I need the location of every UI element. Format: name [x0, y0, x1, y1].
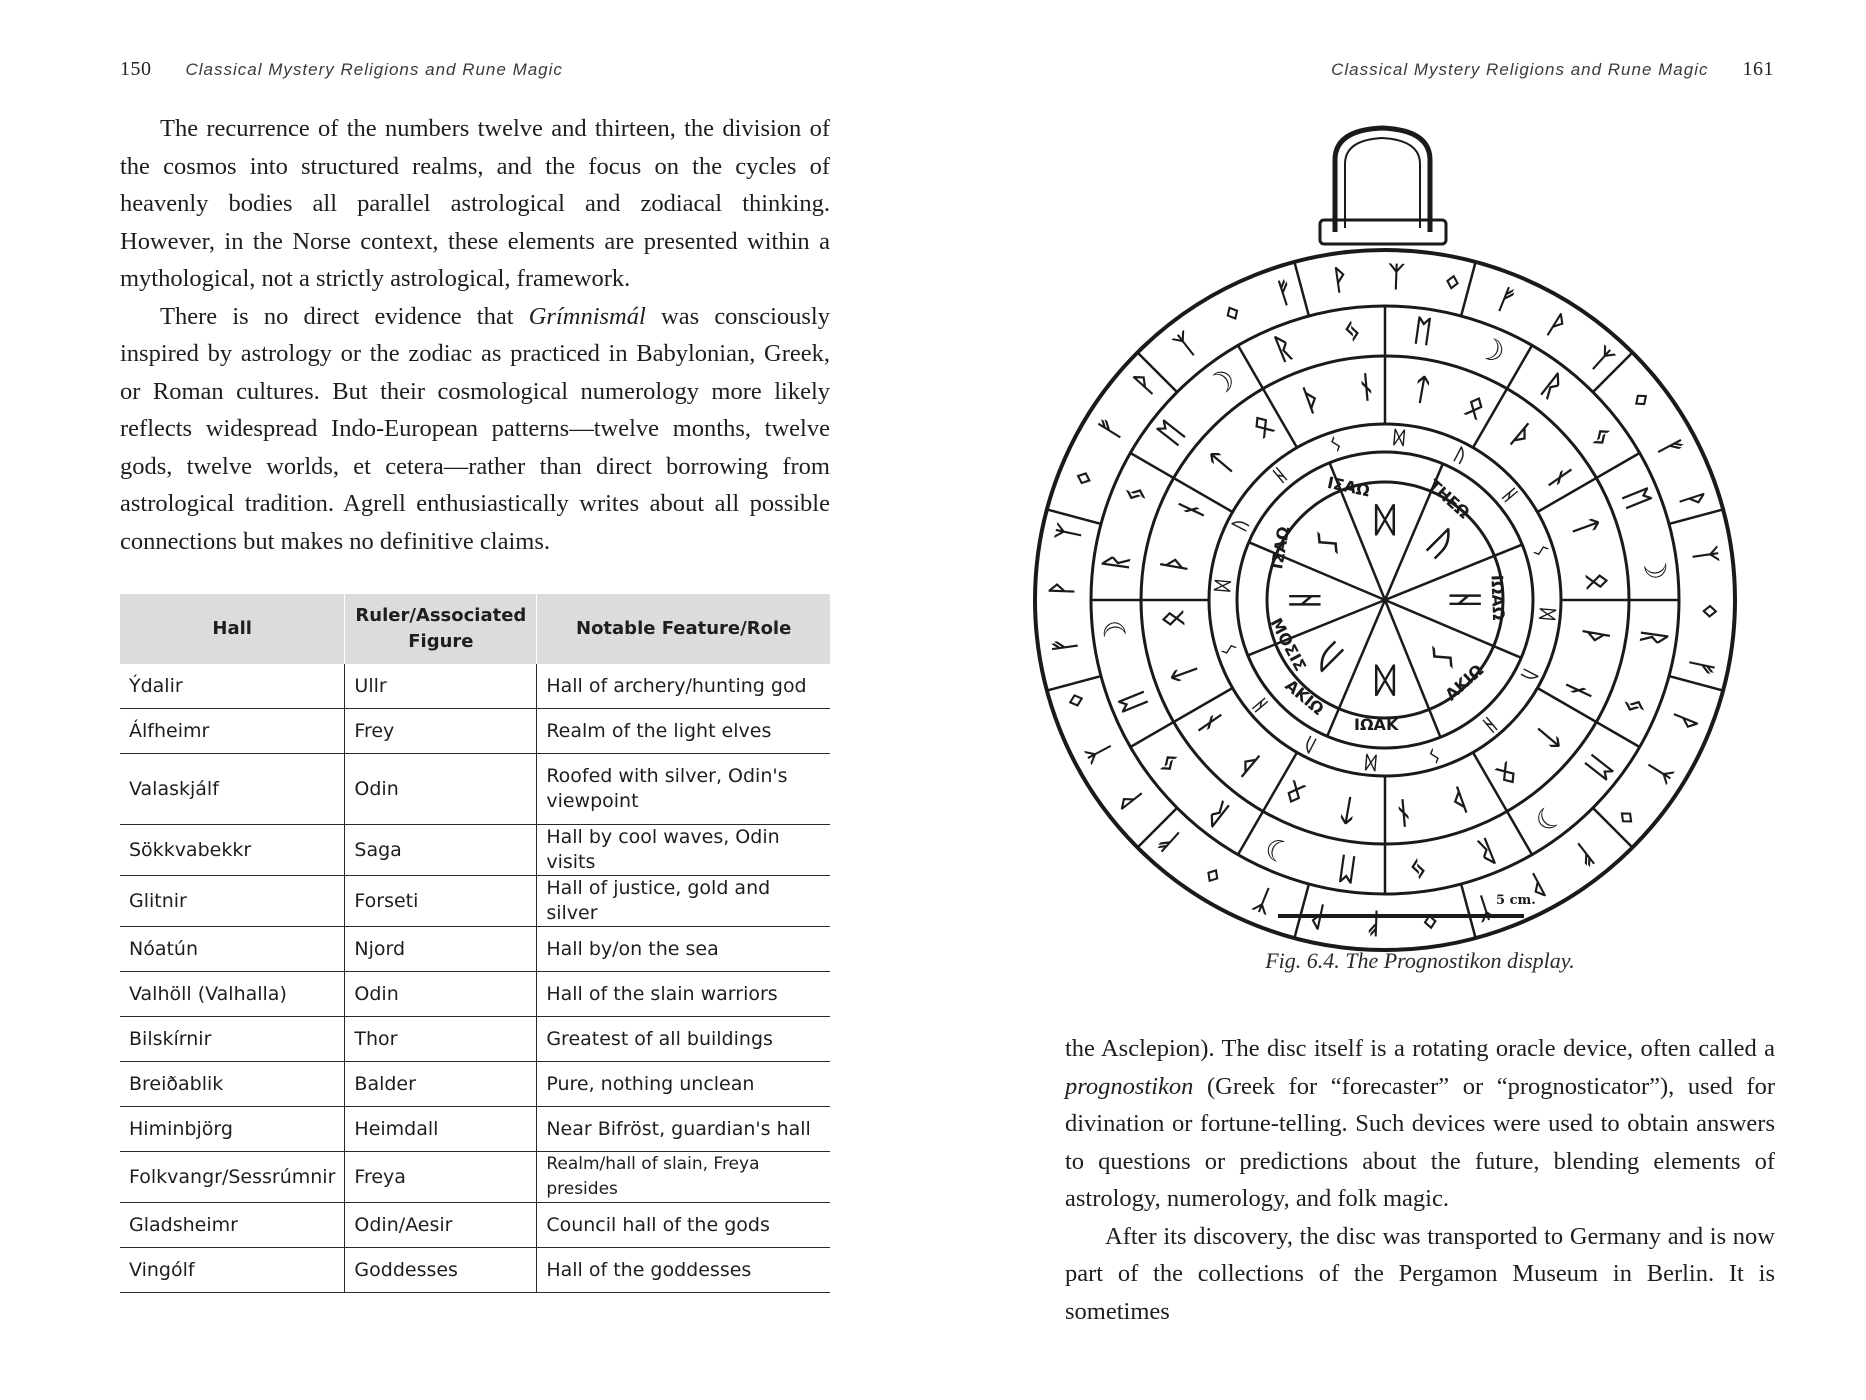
- rune-glyph: ᛖ: [1411, 313, 1435, 351]
- feature-cell: Hall of the goddesses: [537, 1248, 830, 1293]
- rune-glyph: ᛉ: [1050, 521, 1087, 545]
- rune-glyph: ᚢ: [1419, 522, 1463, 566]
- rune-glyph: ☽: [1471, 329, 1511, 372]
- rune-glyph: ᛊ: [1419, 634, 1463, 678]
- rune-glyph: ᛏ: [1528, 718, 1568, 756]
- rune-glyph: ᛏ: [1565, 512, 1605, 542]
- prognostikon-term: prognostikon: [1065, 1072, 1194, 1100]
- rune-glyph: ᚺ: [1444, 589, 1485, 611]
- rune-glyph: ᚦ: [1443, 780, 1473, 820]
- table-row: [120, 1017, 830, 1062]
- hall-cell: Sökkvabekkr: [120, 825, 345, 876]
- rune-glyph: ᚢ: [1300, 732, 1320, 756]
- rune-glyph: ᚾ: [1539, 460, 1579, 496]
- ruler-cell: Odin/Aesir: [345, 1203, 537, 1248]
- feature-cell: Hall of the slain warriors: [537, 972, 830, 1017]
- hall-cell: Vingólf: [120, 1248, 345, 1293]
- rune-glyph: ᛟ: [1489, 754, 1525, 794]
- rune-glyph: ᛏ: [1202, 444, 1242, 482]
- rune-glyph: ᚠ: [1683, 655, 1720, 679]
- rune-glyph: ᚹ: [1329, 262, 1351, 298]
- feature-cell: Realm of the light elves: [537, 709, 830, 754]
- sector-divider: [1669, 509, 1723, 523]
- left-page-number: 150: [120, 58, 152, 80]
- hall-cell: Álfheimr: [120, 709, 345, 754]
- table-row: [120, 754, 830, 825]
- rune-glyph: ☽: [1526, 794, 1570, 839]
- rune-glyph: ᛉ: [1687, 544, 1723, 566]
- right-paragraph-1-part-2: (Greek for “forecaster” or “prognosticator”), used for divination or fortune-telling. Such devices were used to obtain answers to questions or predictions about the future, blending elements of astrology, numerology, and folk magic.: [1065, 1072, 1775, 1212]
- rune-glyph: ᚾ: [1172, 494, 1212, 526]
- rune-glyph: ᛜ: [1607, 799, 1644, 834]
- ruler-cell: Balder: [345, 1062, 537, 1107]
- rune-glyph: ᚹ: [1306, 898, 1330, 935]
- rune-glyph: ᛉ: [1640, 755, 1678, 788]
- inner-label: ΤΗΕΩ: [1424, 475, 1474, 523]
- rune-glyph: ᚦ: [1156, 551, 1195, 575]
- inner-label: ΙΣΑΩ: [1325, 472, 1372, 501]
- rune-glyph: ᚦ: [1229, 743, 1267, 783]
- rune-glyph: ᛟ: [1154, 608, 1192, 630]
- sector-spokes: [1044, 259, 1723, 938]
- table-row: [120, 1107, 830, 1152]
- hall-cell: Nóatún: [120, 927, 345, 972]
- rune-glyph: ᛃ: [1614, 690, 1655, 722]
- inner-label: ΙΩΑΚ: [1354, 715, 1399, 734]
- rune-glyph: ᚦ: [1575, 625, 1614, 649]
- rune-glyph: ᛜ: [1621, 384, 1659, 418]
- rune-glyph: ᛜ: [1197, 855, 1230, 893]
- rune-glyph: ᛜ: [1440, 265, 1464, 302]
- feature-cell: Roofed with silver, Odin's viewpoint: [537, 754, 830, 825]
- rune-glyph: ᛖ: [1152, 415, 1191, 452]
- rune-glyph: ᛞ: [1535, 607, 1558, 621]
- inner-label: ΑΚΙΩ: [1281, 675, 1328, 719]
- prognostikon-figure: [1044, 120, 1762, 950]
- rune-glyph: ᛉ: [1169, 326, 1203, 364]
- ruler-cell: Odin: [345, 972, 537, 1017]
- rune-glyph: ᛃ: [1149, 745, 1188, 781]
- rune-glyph: ᛃ: [1406, 850, 1430, 888]
- rune-glyph: ᛏ: [1165, 658, 1205, 688]
- disc-handle: [1335, 128, 1430, 232]
- rune-glyph: ᚺ: [1478, 712, 1501, 737]
- rune-glyph: ᚢ: [1307, 634, 1351, 678]
- table-row: [120, 972, 830, 1017]
- feature-cell: Hall by cool waves, Odin visits: [537, 825, 830, 876]
- rune-glyph: ᛊ: [1528, 542, 1552, 560]
- rune-glyph: ᛃ: [1340, 312, 1364, 350]
- rune-glyph: ᚠ: [1151, 822, 1186, 859]
- left-paragraph-1: The recurrence of the numbers twelve and thirteen, the division of the cosmos into structured realms, and the focus on the cycles of heavenly bodies all parallel astrological and zodiacal thinking. However, in the Norse context, these elements are presented within a mythological, not a strictly astrological, framework.: [120, 115, 830, 292]
- ruler-cell: Saga: [345, 825, 537, 876]
- rune-glyph: ᚠ: [1492, 281, 1521, 319]
- rune-glyph: ᛖ: [1335, 849, 1359, 887]
- rune-glyph: ᛃ: [1582, 419, 1621, 455]
- ruler-cell: Frey: [345, 709, 537, 754]
- inner-label: ΜΟΣΙΣ: [1266, 614, 1311, 675]
- hall-cell: Breiðablik: [120, 1062, 345, 1107]
- hall-cell: Gladsheimr: [120, 1203, 345, 1248]
- halls-table: [120, 594, 830, 1293]
- feature-cell: Pure, nothing unclean: [537, 1062, 830, 1107]
- left-paragraph-2-part-1: There is no direct evidence that: [160, 302, 529, 330]
- prognostikon-drawing: [1044, 120, 1762, 950]
- feature-cell: Hall by/on the sea: [537, 927, 830, 972]
- rune-glyph: ᛊ: [1307, 522, 1351, 566]
- header-feature: Notable Feature/Role: [537, 594, 830, 664]
- right-paragraph-1: [1065, 1030, 1775, 1218]
- ruler-cell: Njord: [345, 927, 537, 972]
- right-running-head: [1331, 58, 1774, 81]
- hall-cell: Valaskjálf: [120, 754, 345, 825]
- rune-glyph: ᚺ: [1285, 589, 1326, 611]
- rune-glyph: ᛟ: [1279, 773, 1311, 813]
- rune-glyph: ᛊ: [1425, 743, 1443, 767]
- rune-glyph: ᚾ: [1355, 369, 1377, 407]
- rune-glyph: ᚢ: [1229, 515, 1253, 535]
- rune-glyph: ᚹ: [1666, 707, 1704, 736]
- rune-glyph: ᚠ: [1271, 274, 1299, 311]
- rune-glyph: ᛉ: [1249, 881, 1278, 919]
- rune-glyph: ᛜ: [1419, 902, 1441, 938]
- rune-glyph: ᛜ: [1691, 602, 1726, 621]
- ruler-cell: Thor: [345, 1017, 537, 1062]
- rune-glyph: ᚺ: [1497, 484, 1522, 507]
- rune-glyph: ᛖ: [1579, 748, 1618, 785]
- left-running-title: Classical Mystery Religions and Rune Magic: [185, 60, 563, 79]
- rune-glyph: ᚹ: [1521, 867, 1553, 905]
- rune-glyph: ᛞ: [1212, 579, 1235, 593]
- rune-glyph: ᚱ: [1471, 831, 1502, 871]
- rune-glyph: ☽: [1200, 361, 1244, 406]
- hall-cell: Himinbjörg: [120, 1107, 345, 1152]
- grimnismal-title: Grímnismál: [528, 302, 646, 330]
- rune-glyph: ᚱ: [1098, 550, 1136, 574]
- rune-glyph: ᛏ: [1336, 790, 1360, 829]
- rune-glyph: ᚢ: [1450, 444, 1470, 468]
- rune-glyph: ᚺ: [1269, 463, 1292, 488]
- handle-clasp: [1320, 220, 1446, 244]
- rune-glyph: ᚹ: [1044, 579, 1079, 598]
- table-row: [120, 1203, 830, 1248]
- rune-glyph: ᚠ: [1092, 412, 1130, 445]
- right-body-text: [1065, 1030, 1775, 1330]
- rune-glyph: ᛊ: [1218, 640, 1242, 658]
- rune-glyph: ☽: [1634, 551, 1673, 583]
- hall-cell: Glitnir: [120, 876, 345, 927]
- hall-cell: Folkvangr/Sessrúmnir: [120, 1152, 345, 1203]
- ruler-cell: Ullr: [345, 664, 537, 709]
- feature-cell: Realm/hall of slain, Freya presides: [537, 1152, 830, 1203]
- table-row: [120, 876, 830, 927]
- left-paragraph-2-part-2: was consciously inspired by astrology or the zodiac as practiced in Babylonian, Greek, or Roman cultures. But their cosmological numerology more likely reflects widespread Indo-European patterns—twelve months, twelve gods, twelve worlds, et cetera—rather than direct borrowing from astrological tradition. Agrell enthusiastically writes about all possible connections but makes no definitive claims.: [120, 302, 830, 555]
- rune-glyph: ᚱ: [1200, 794, 1237, 833]
- rune-glyph: ᚦ: [1503, 417, 1541, 457]
- table-row: [120, 1062, 830, 1107]
- rune-glyph: ᚾ: [1191, 704, 1231, 740]
- left-running-head: [120, 58, 563, 81]
- ruler-cell: Heimdall: [345, 1107, 537, 1152]
- hall-cell: Ýdalir: [120, 664, 345, 709]
- rune-glyph: ᛟ: [1578, 570, 1616, 592]
- disc-handle-inner: [1345, 138, 1420, 228]
- rune-glyph: ᛉ: [1584, 341, 1619, 378]
- right-running-title: Classical Mystery Religions and Rune Magic: [1331, 60, 1709, 79]
- inner-label: ΙΣΑΩ: [1267, 524, 1294, 571]
- rune-glyph: ☽: [1259, 828, 1299, 871]
- table-row: [120, 709, 830, 754]
- table-row: [120, 1152, 830, 1203]
- rune-glyph: ᚦ: [1297, 380, 1327, 420]
- rune-glyph: ᚠ: [1652, 432, 1690, 464]
- rune-glyph: ᛊ: [1327, 433, 1345, 457]
- left-paragraph-2: [120, 298, 830, 561]
- rune-glyph: ᚱ: [1533, 367, 1570, 406]
- rune-glyph: ᚹ: [1111, 782, 1149, 816]
- ruler-cell: Freya: [345, 1152, 537, 1203]
- rune-glyph: ᛜ: [1059, 686, 1096, 714]
- rune-glyph: ᚺ: [1248, 693, 1273, 716]
- rune-glyph: ᚹ: [1126, 366, 1163, 401]
- hall-cell: Bilskírnir: [120, 1017, 345, 1062]
- rune-glyph: ᚹ: [1674, 486, 1711, 514]
- ruler-cell: Forseti: [345, 876, 537, 927]
- rune-glyph: ᛖ: [1616, 483, 1656, 514]
- table-row: [120, 1248, 830, 1293]
- rune-glyph: ᛞ: [1374, 659, 1396, 700]
- header-hall: Hall: [120, 594, 345, 664]
- right-page-number: 161: [1742, 58, 1774, 80]
- right-paragraph-1-part-1: the Asclepion). The disc itself is a rotating oracle device, often called a: [1065, 1035, 1775, 1062]
- feature-cell: Hall of justice, gold and silver: [537, 876, 830, 927]
- table-row: [120, 825, 830, 876]
- rune-glyph: ᚢ: [1517, 665, 1541, 685]
- rune-glyph: ᛟ: [1459, 387, 1491, 427]
- feature-cell: Hall of archery/hunting god: [537, 664, 830, 709]
- rune-glyph: ᛞ: [1364, 750, 1378, 773]
- right-paragraph-2: After its discovery, the disc was transported to Germany and is now part of the collections of the Pergamon Museum in Berlin. It is sometimes: [1065, 1222, 1775, 1325]
- figure-caption: Fig. 6.4. The Prognostikon display.: [1265, 948, 1575, 973]
- rune-glyph: ᚾ: [1558, 674, 1598, 706]
- feature-cell: Near Bifröst, guardian's hall: [537, 1107, 830, 1152]
- scale-label: 5 cm.: [1496, 893, 1536, 908]
- rune-glyph: ☽: [1097, 617, 1136, 649]
- rune-glyph: ᛞ: [1374, 500, 1396, 541]
- rune-glyph: ᛉ: [1080, 736, 1118, 768]
- rune-glyph: ᛜ: [1066, 464, 1104, 493]
- rune-glyph: ᛃ: [1115, 478, 1156, 510]
- rune-glyph: ᚾ: [1393, 793, 1415, 831]
- rune-glyph: ᚱ: [1634, 626, 1672, 650]
- left-body-text: [120, 110, 830, 560]
- rune-glyph: ᚠ: [1047, 634, 1083, 656]
- sector-divider: [1294, 262, 1308, 316]
- rune-glyph: ᛉ: [1387, 259, 1406, 294]
- sector-divider: [1461, 884, 1475, 938]
- feature-cell: Council hall of the gods: [537, 1203, 830, 1248]
- rune-glyph: ᚠ: [1364, 906, 1383, 941]
- ruler-cell: Odin: [345, 754, 537, 825]
- rune-glyph: ᛖ: [1114, 686, 1154, 717]
- ruler-cell: Goddesses: [345, 1248, 537, 1293]
- rune-glyph: ᛉ: [1471, 889, 1499, 926]
- rune-glyph: ᚹ: [1540, 307, 1573, 345]
- table-row: [120, 927, 830, 972]
- feature-cell: Greatest of all buildings: [537, 1017, 830, 1062]
- rune-glyph: ᛟ: [1245, 406, 1281, 446]
- header-ruler: Ruler/Associated Figure: [345, 594, 537, 664]
- table-row: [120, 664, 830, 709]
- inner-label: ΑΚΙΩ: [1441, 660, 1487, 705]
- rune-glyph: ᛏ: [1410, 371, 1434, 410]
- rune-glyph: ᛜ: [1217, 295, 1249, 333]
- rune-glyph: ᚠ: [1567, 836, 1601, 874]
- table-header-row: [120, 594, 830, 664]
- inner-label: ΙΩΑΩ: [1487, 574, 1509, 621]
- rune-glyph: ᚱ: [1268, 329, 1299, 369]
- rune-glyph: ᛞ: [1392, 427, 1406, 450]
- hall-cell: Valhöll (Valhalla): [120, 972, 345, 1017]
